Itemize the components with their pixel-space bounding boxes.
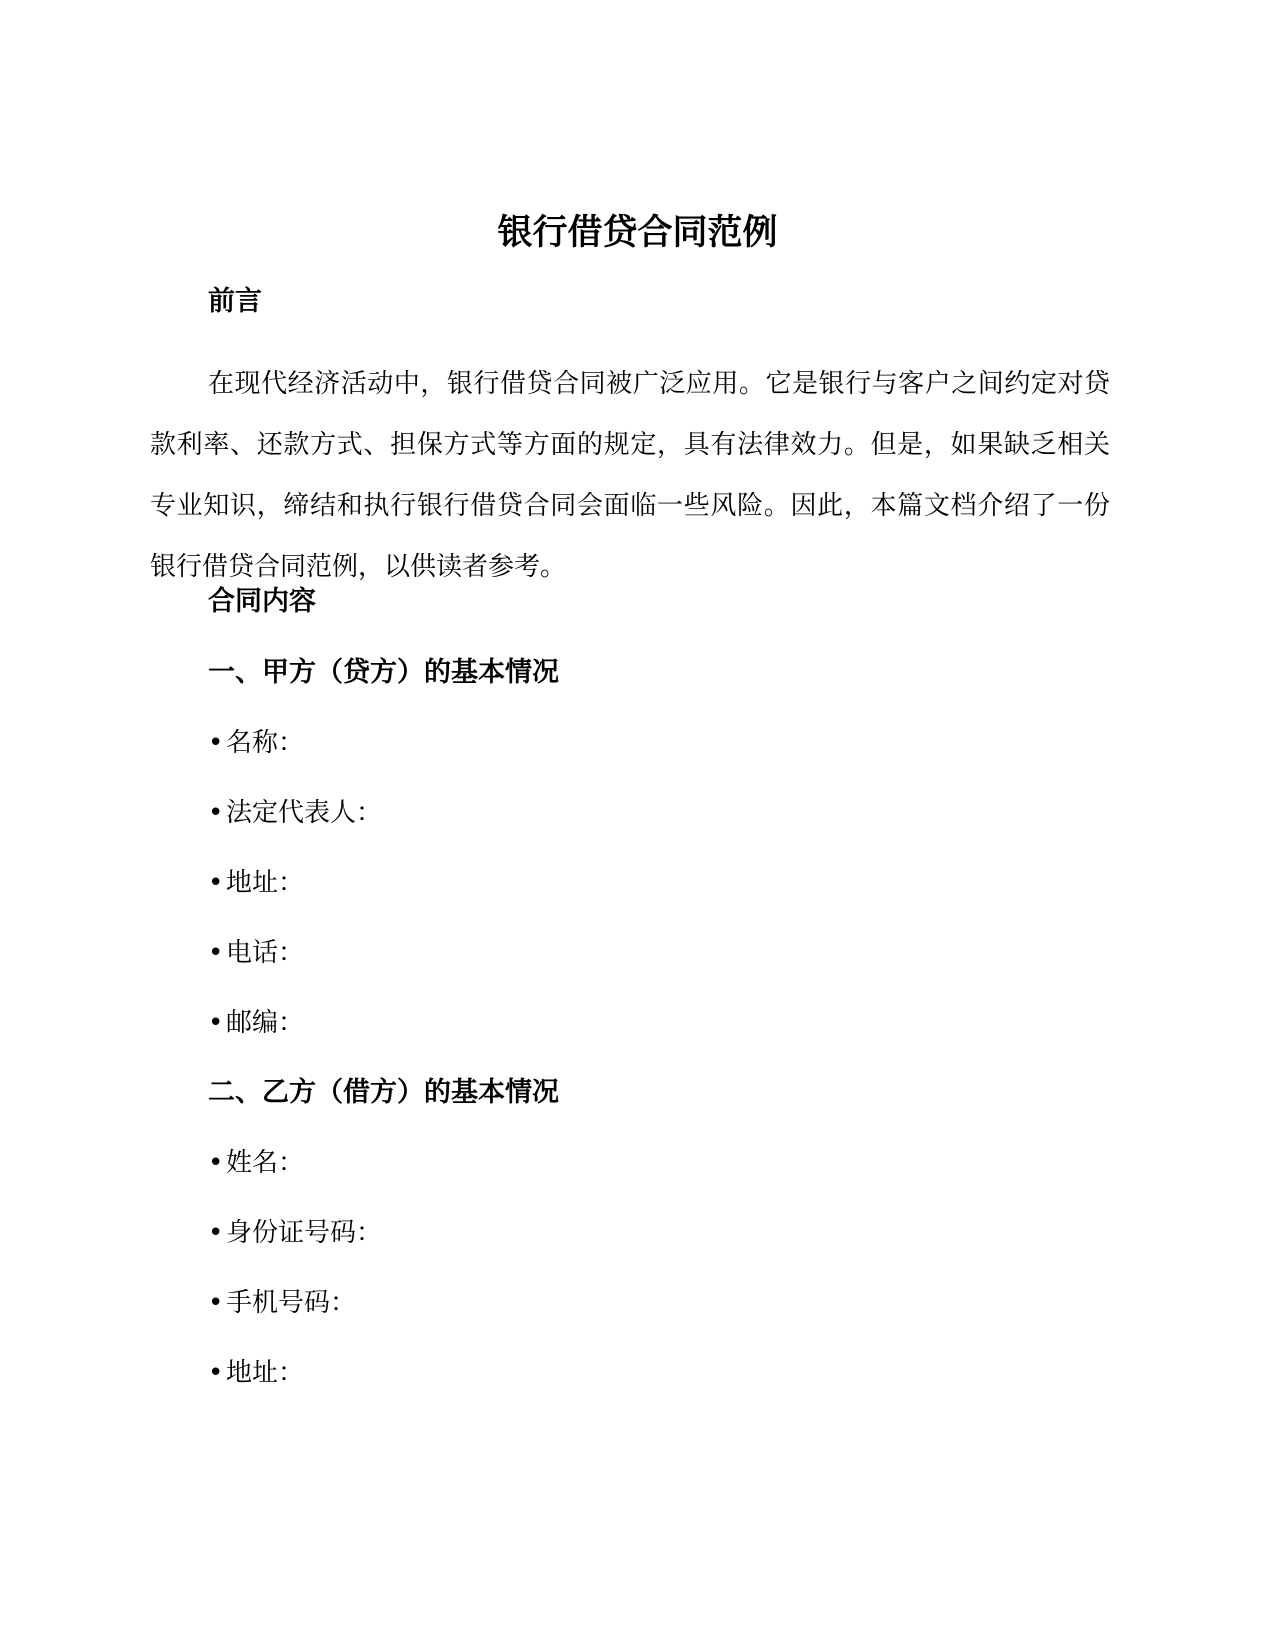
list-item-label: 手机号码： [226, 1288, 357, 1318]
bullet-icon: • [208, 1288, 224, 1318]
party-a-item-legal-rep [208, 793, 382, 833]
list-item-label: 名称： [226, 728, 305, 758]
preface-heading: 前言 [208, 286, 262, 317]
party-a-item-name [208, 723, 304, 763]
party-a-item-postcode [208, 1003, 304, 1043]
bullet-icon: • [208, 1218, 224, 1248]
list-item-label: 法定代表人： [226, 798, 383, 828]
bullet-icon: • [208, 868, 224, 898]
bullet-icon: • [208, 728, 224, 758]
list-item-label: 地址： [226, 1358, 305, 1388]
contract-heading: 合同内容 [208, 586, 316, 617]
list-item-label: 电话： [226, 938, 305, 968]
party-a-item-address [208, 863, 304, 903]
bullet-icon: • [208, 1148, 224, 1178]
bullet-icon: • [208, 1358, 224, 1388]
bullet-icon: • [208, 798, 224, 828]
bullet-icon: • [208, 938, 224, 968]
party-a-item-phone [208, 933, 304, 973]
document-title: 银行借贷合同范例 [497, 213, 778, 253]
party-b-item-address [208, 1353, 304, 1393]
party-b-item-name [208, 1143, 304, 1183]
list-item-label: 邮编： [226, 1008, 305, 1038]
list-item-label: 姓名： [226, 1148, 305, 1178]
party-b-item-mobile [208, 1283, 356, 1323]
party-a-heading: 一、甲方（贷方）的基本情况 [208, 657, 559, 688]
party-b-item-id-number [208, 1213, 382, 1253]
list-item-label: 身份证号码： [226, 1218, 383, 1248]
preface-paragraph: 在现代经济活动中，银行借贷合同被广泛应用。它是银行与客户之间约定对贷款利率、还款方式、担保方式等方面的规定，具有法律效力。但是，如果缺乏相关专业知识，缔结和执行银行借贷合同会面临一些风险。因此，本篇文档介绍了一份银行借贷合同范例，以供读者参考。 [150, 369, 1110, 582]
party-b-heading: 二、乙方（借方）的基本情况 [208, 1077, 559, 1108]
list-item-label: 地址： [226, 868, 305, 898]
bullet-icon: • [208, 1008, 224, 1038]
